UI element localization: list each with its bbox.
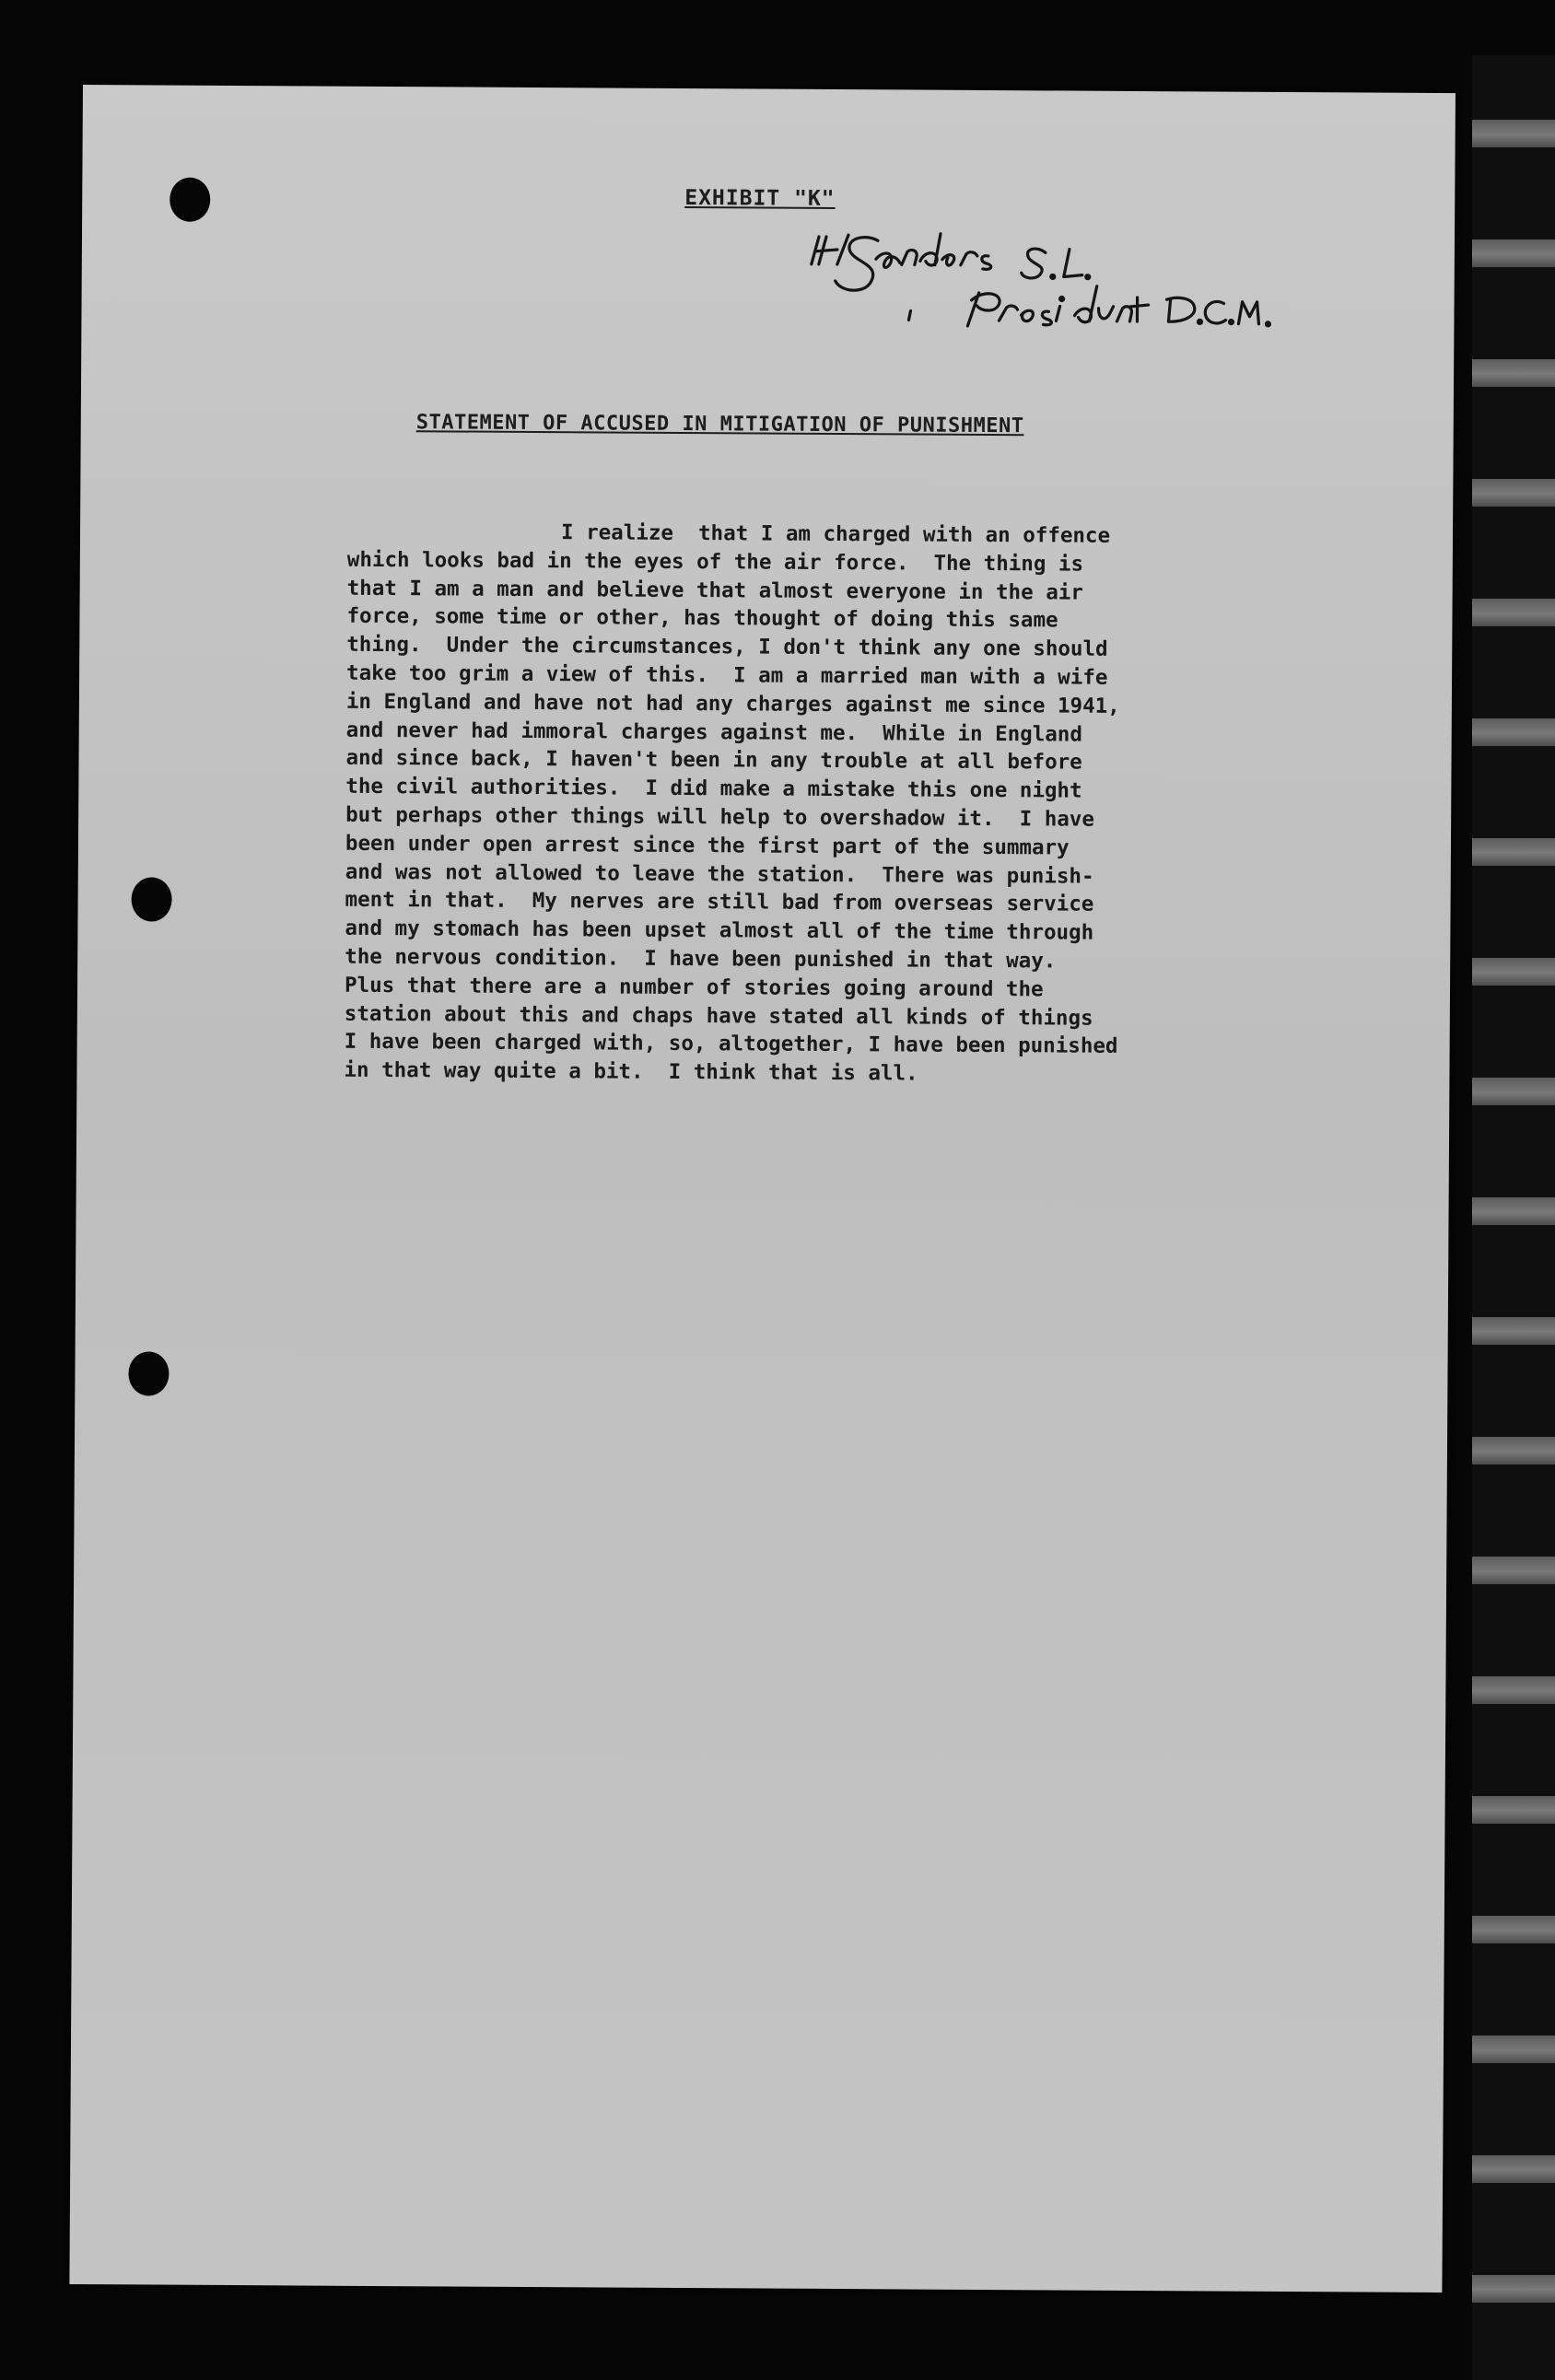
body-line: which looks bad in the eyes of the air force. The thing is: [346, 547, 1084, 577]
statement-body: [344, 518, 1269, 1091]
body-line: the civil authorities. I did make a mistake this one night: [345, 774, 1082, 803]
body-line: and was not allowed to leave the station. There was punish-: [345, 859, 1094, 889]
body-line: been under open arrest since the first part of the summary: [345, 831, 1070, 860]
punch-hole-middle: [131, 877, 171, 921]
body-line: that I am a man and believe that almost everyone in the air: [346, 576, 1083, 605]
handwritten-signature: [726, 227, 1409, 434]
body-line: in that way quite a bit. I think that is all.: [344, 1057, 918, 1086]
body-line: Plus that there are a number of stories going around the: [344, 973, 1044, 1002]
exhibit-label: EXHIBIT "K": [684, 185, 836, 211]
body-line: and my stomach has been upset almost all of the time through: [345, 916, 1094, 945]
body-line: I have been charged with, so, altogether, I have been punished: [344, 1030, 1118, 1059]
body-line: force, some time or other, has thought of doing this same: [346, 604, 1058, 633]
document-sheet: [69, 85, 1456, 2292]
body-line: in England and have not had any charges against me since 1941,: [345, 689, 1120, 718]
body-line: the nervous condition. I have been punished in that way.: [345, 944, 1057, 974]
statement-heading: STATEMENT OF ACCUSED IN MITIGATION OF PUNISHMENT: [415, 411, 1024, 438]
body-line: thing. Under the circumstances, I don't think any one should: [346, 632, 1108, 661]
body-line: take too grim a view of this. I am a married man with a wife: [346, 660, 1108, 690]
punch-hole-bottom: [128, 1351, 169, 1395]
body-line: station about this and chaps have stated all kinds of things: [344, 1001, 1093, 1031]
body-line: ment in that. My nerves are still bad from overseas service: [345, 888, 1094, 917]
body-line: I realize that I am charged with an offence: [560, 520, 1111, 548]
body-line: and since back, I haven't been in any trouble at all before: [345, 746, 1082, 776]
punch-hole-top: [170, 178, 210, 222]
body-line: but perhaps other things will help to overshadow it. I have: [345, 802, 1095, 832]
film-edge-strip: [1472, 55, 1555, 2380]
body-line: and never had immoral charges against me. While in England: [345, 718, 1083, 747]
